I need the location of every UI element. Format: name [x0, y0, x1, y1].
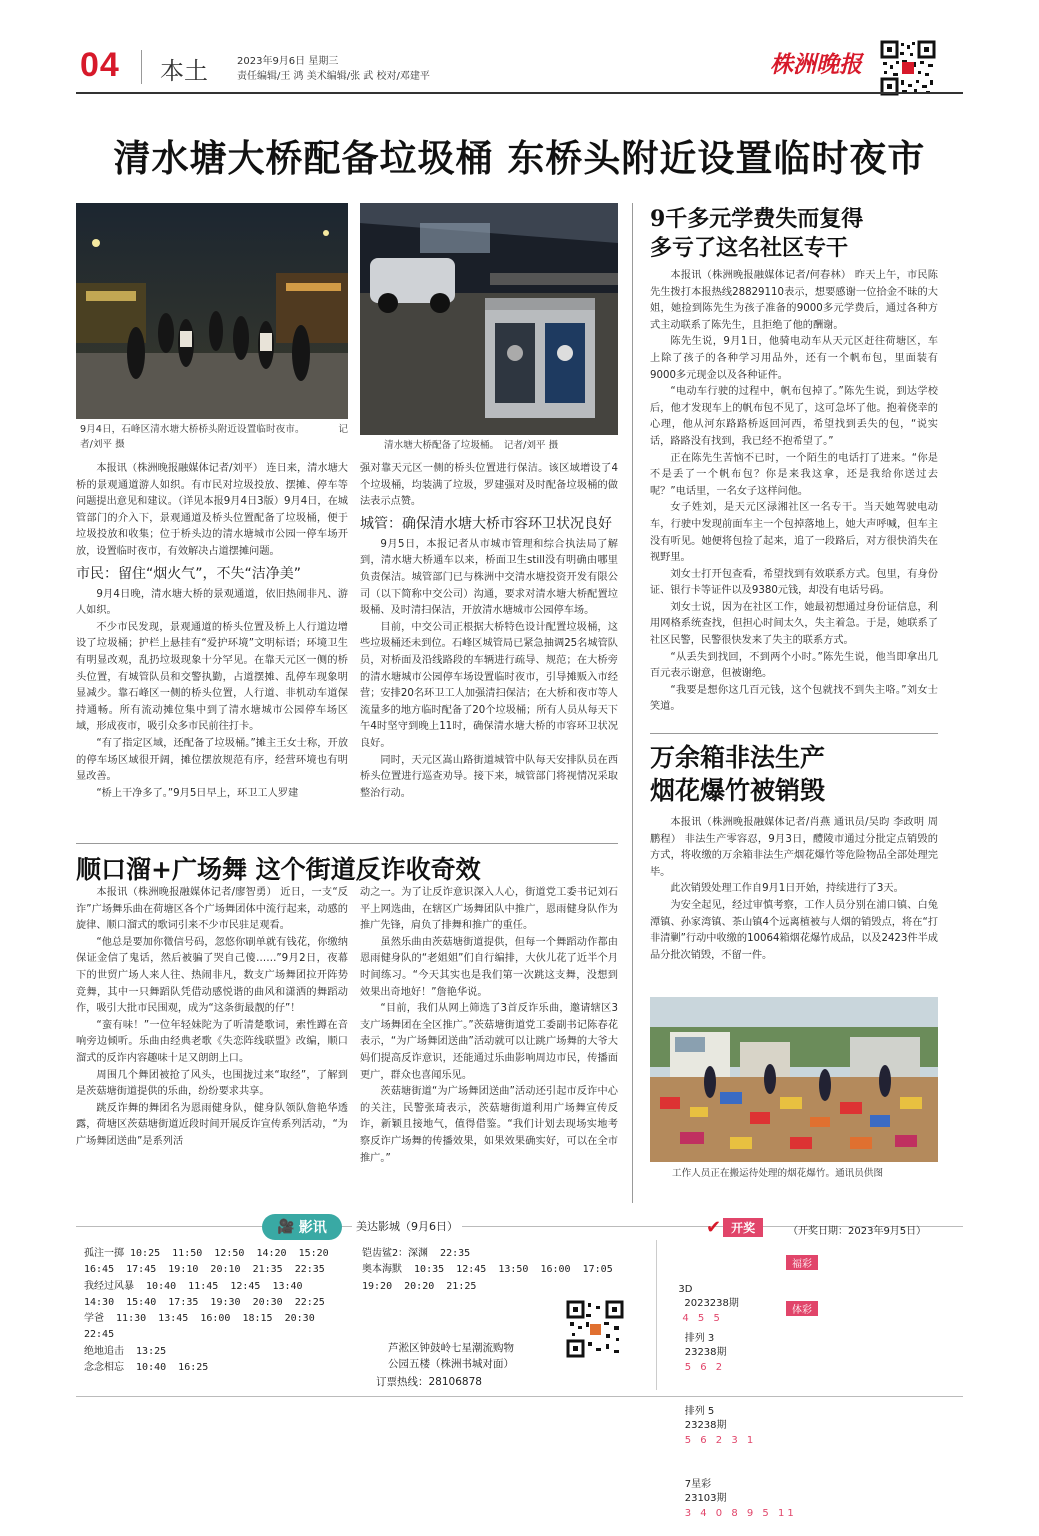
cinema-badge-label: 影讯: [298, 1220, 327, 1236]
paragraph: 此次销毁处理工作自9月1日开始，持续进行了3天。: [670, 883, 904, 895]
cinema-schedule-right: [362, 1246, 652, 1295]
fireworks-destruction-photo: [650, 997, 938, 1162]
editors-line: 责任编辑/王 鸿 美术编辑/张 武 校对/邓建平: [237, 71, 430, 82]
paragraph: “目前，我们从网上筛选了3首反诈乐曲，邀请辖区3支广场舞团在全区推广。”茨菇塘街道党工委副书记陈春花表示，“为广场舞团送曲”活动就可以让跳广场舞的大爷大妈们提高反诈意识，还能通过乐曲影响周边市民，传播面更广，群众也喜闻乐见。: [360, 1003, 618, 1081]
lottery-badge-label: 开奖: [723, 1218, 763, 1237]
paragraph: “蛮有味！”一位年轻妹陀为了听清楚歌词，索性蹲在音响旁边倾听。乐曲由经典老歌《失恋阵线联盟》改编，顺口溜式的反诈内容趣味十足又朗朗上口。: [76, 1019, 348, 1064]
schedule-row: 学爸 11:30 13:45 16:00 18:15 20:30: [84, 1313, 315, 1325]
ticai-rows: [672, 1317, 797, 1536]
fireworks-caption: 工作人员正在搬运待处理的烟花爆竹。通讯员供图: [672, 1168, 884, 1179]
ticai-label: 体彩: [786, 1301, 818, 1316]
cinema-badge: [262, 1214, 342, 1240]
lottery-period: 23238期: [684, 1420, 727, 1432]
lottery-name: 排列 5: [684, 1405, 715, 1417]
cinema-address: 芦淞区钟鼓岭七星潮流购物 公园五楼（株洲书城对面）: [388, 1342, 514, 1370]
cinema-qr-code: [566, 1300, 624, 1358]
paragraph: 女子姓刘，是天元区渌湘社区一名专干。当天她驾驶电动车，行驶中发现前面车主一个包掉落地上，她大声呼喊，但车主没有听见。她便将包捡了起来，追了一段路后，对方很快消失在视野里。: [650, 502, 938, 564]
paragraph: “有了指定区域，还配备了垃圾桶。”摊主王女士称，开放的停车场区域很开阔，摊位摆放规范有序，经营环境也有明显改善。: [76, 737, 348, 783]
schedule-row: 16:45 17:45 19:10 20:10 21:35 22:35: [84, 1264, 325, 1276]
right-column-divider: [650, 733, 938, 734]
lottery-row: [672, 1317, 797, 1390]
section-name: 本土: [160, 57, 208, 85]
schedule-row: 铠齿鲨2：深渊 22:35: [362, 1248, 471, 1259]
page-bottom-rule: [76, 1396, 963, 1397]
lottery-date: （开奖日期：2023年9月5日）: [788, 1226, 927, 1237]
schedule-row: 19:20 20:20 21:25: [362, 1280, 477, 1292]
subhead-urban-management: 城管：确保清水塘大桥市容环卫状况良好: [360, 515, 612, 532]
header-qr-code: [880, 40, 936, 96]
paragraph: 跳反诈舞的舞团名为恩雨健身队，健身队领队詹艳华透露，荷塘区茨菇塘街道近段时间开展反诈宣传系列活动，“为广场舞团送曲”是系列活: [76, 1102, 348, 1147]
main-headline: 清水塘大桥配备垃圾桶 东桥头附近设置临时夜市: [113, 136, 926, 180]
lottery-period: 2023238期: [684, 1298, 739, 1310]
paragraph: 9月4日晚，清水塘大桥的景观通道，依旧热闹非凡、游人如织。: [76, 588, 348, 617]
lottery-row: [672, 1390, 797, 1463]
paragraph: 为安全起见，经过审慎考察，工作人员分别在浦口镇、白兔潭镇、孙家湾镇、茶山镇4个远离植被与人烟的销毁点，将在“打非清剿”行动中收缴的10064箱烟花爆竹成品，以及2423件半成品分批次销毁，不留一件。: [650, 899, 938, 961]
paragraph: 9月5日，本报记者从市城市管理和综合执法局了解到，清水塘大桥通车以来，桥面卫生still没有明确由哪里负责保洁。城管部门已与株洲中交清水塘投资开发有限公司（以下简称中交公司）沟通，要求对清水塘大桥配置垃圾桶、及时清扫保洁，开放清水塘城市公园停车场。: [360, 538, 618, 617]
schedule-row: 奥本海默 10:35 12:45 13:50 16:00 17:05: [362, 1264, 613, 1276]
checkmark-icon: ✔: [706, 1216, 722, 1238]
paragraph: 周围几个舞团被抢了风头，也围拢过来“取经”，了解到是茨菇塘街道提供的乐曲，纷纷要求共享。: [76, 1069, 348, 1098]
logo-text: 株洲晚报: [770, 51, 862, 78]
schedule-row: 绝地追击 13:25: [84, 1345, 167, 1357]
trash-bin-photo: [360, 203, 618, 435]
newspaper-logo: [770, 46, 872, 76]
schedule-row: 14:30 15:40 17:35 19:30 20:30 22:25: [84, 1296, 325, 1308]
lottery-name: 7星彩: [684, 1478, 712, 1490]
lottery-period: 23238期: [684, 1347, 727, 1359]
article1-col2: [360, 461, 618, 802]
lottery-numbers: 3 4 0 8 9 5 11: [684, 1507, 797, 1519]
night-market-caption: 9月4日，石峰区清水塘大桥桥头附近设置临时夜市。 记者/刘平 摄: [80, 424, 348, 450]
article4-col1: [76, 885, 348, 1151]
paragraph: 刘女士说，因为在社区工作，她最初想通过身份证信息，利用网格系统查找，但担心时间太久，失主着急。于是，她联系了社区民警，民警很快发来了失主的联系方式。: [650, 601, 938, 647]
page-number: 04: [80, 46, 120, 84]
article2-headline: 9千多元学费失而复得 多亏了这名社区专干: [650, 206, 864, 261]
lottery-badge: [706, 1217, 763, 1237]
paragraph: “从丢失到找回，不到两个小时。”陈先生说，他当即拿出几百元表示谢意，但被谢绝。: [650, 651, 938, 680]
lottery-name: 3D: [678, 1283, 693, 1295]
article2-body: [650, 268, 938, 716]
paragraph: 虽然乐曲由茨菇塘街道提供，但每一个舞蹈动作都由恩雨健身队的“老姐姐”们自行编排，大伙儿花了近半个月时间练习。“今天其实也是我们第一次跳这支舞，没想到效果出奇地好！”詹艳华说。: [360, 936, 618, 998]
night-market-photo: [76, 203, 348, 419]
schedule-row: 念念相忘 10:40 16:25: [84, 1362, 209, 1374]
schedule-row: 孤注一掷 10:25 11:50 12:50 14:20 15:20: [84, 1248, 329, 1259]
listings-divider: [656, 1240, 657, 1390]
lottery-numbers: 5 6 2: [684, 1361, 726, 1373]
article4-top-rule: [76, 843, 618, 844]
trash-bin-caption: 清水塘大桥配备了垃圾桶。 记者/刘平 摄: [384, 440, 559, 451]
paragraph: “他总是要加你微信号码，忽悠你刷单就有钱花，你缴纳保证金信了鬼话，然后被骗了哭自己傻……”9月2日，夜幕下的世贸广场人来人往、热闹非凡，数支广场舞团拉开阵势竞舞，其中一只舞蹈队凭借动感悦谐的曲风和潇洒的舞蹈动作，吸引大批市民围观，成为“这条街最靓的仔”！: [76, 936, 348, 1015]
schedule-row: 22:45: [84, 1329, 115, 1341]
paragraph: 同时，天元区嵩山路街道城管中队每天安排队员在西桥头位置进行巡查劝导。接下来，城管部门将视情况采取整治行动。: [360, 754, 618, 799]
paragraph: 陈先生说，9月1日，他骑电动车从天元区赶往荷塘区，车上除了孩子的各种学习用品外，还有一个帆布包，里面装有9000多元现金以及各种证件。: [650, 336, 938, 381]
article4-col2: [360, 885, 618, 1167]
cinema-title: 美达影城（9月6日）: [352, 1218, 462, 1234]
fucai-label: 福彩: [786, 1255, 818, 1270]
schedule-row: 我经过风暴 10:40 11:45 12:45 13:40: [84, 1280, 303, 1292]
paragraph: 茨菇塘街道“为广场舞团送曲”活动还引起市反诈中心的关注，民警张琦表示，茨菇塘街道利用广场舞宣传反诈，新颖且接地气，值得借鉴。“我们计划去现场实地考察反诈广场舞的传播效果，如果效果确实好，可以在全市推广。”: [360, 1086, 618, 1164]
cinema-hotline: 订票热线：28106878: [376, 1376, 482, 1388]
paragraph: 本报讯（株洲晚报融媒体记者/廖智勇） 近日，一支“反诈”广场舞乐曲在荷塘区各个广场舞团体中流行起来，动感的旋律、顺口溜式的歌词引来不少市民驻足观看。: [76, 887, 348, 932]
lottery-name: 排列 3: [684, 1332, 715, 1344]
paragraph: “电动车行驶的过程中，帆布包掉了。”陈先生说，到达学校后，他才发现车上的帆布包不见了，这可急坏了他。抱着侥幸的心理，他从河东路路桥返回河西，希望找到丢失的包，“说实话，路路没有找到，我已经不抱希望了。”: [650, 386, 938, 447]
paragraph: “桥上干净多了。”9月5日早上，环卫工人罗建: [96, 787, 299, 799]
paragraph: 动之一。为了让反诈意识深入人心，街道党工委书记刘石平上网选曲，在辖区广场舞团队中推广，恩雨健身队作为推广先锋，肩负了排舞和推广的重任。: [360, 887, 618, 932]
lottery-period: 23103期: [684, 1493, 727, 1505]
lottery-numbers: 5 6 2 3 1: [684, 1434, 757, 1446]
paragraph: 正在陈先生苦恼不已时，一个陌生的电话打了进来。“你是不是丢了一个帆布包？你是来我这拿，还是我给你送过去呢？”电话里，一名女子这样问他。: [650, 452, 938, 497]
article3-body: [650, 815, 938, 964]
article4-headline: 顺口溜+广场舞 这个街道反诈收奇效: [76, 855, 481, 884]
paragraph: 目前，中交公司正根据大桥特色设计配置垃圾桶，这些垃圾桶还未到位。石峰区城管局已紧急抽调25名城管队员，对桥面及沿线路段的车辆进行疏导、规范；在大桥旁的清水塘城市公园停车场设置临时夜市，引导摊贩入市经营；安排20名环卫工人加强清扫保洁；在大桥和夜市等人流量多的地方临时配备了20个垃圾桶；所有人员从每天下午4时坚守到晚上11时，确保清水塘大桥的市容环卫状况良好。: [360, 621, 618, 749]
paragraph: 不少市民发现，景观通道的桥头位置及桥上人行道边增设了垃圾桶；护栏上悬挂有“爱护环境”文明标语；环境卫生有明显改观，乱扔垃圾现象十分罕见。在靠天元区一侧的桥头位置，有城管队员和交警执勤，占道摆摊、乱停车现象明显减少。靠石峰区一侧的桥头位置，人行道、非机动车道保持通畅。所有流动摊位集中到了清水塘城市公园停车场区域，形成夜市，吸引众多市民前往打卡。: [76, 621, 348, 733]
header-divider: [141, 50, 142, 84]
column-divider: [632, 203, 633, 1203]
subhead-citizens: 市民：留住“烟火气”，不失“洁净美”: [76, 565, 302, 582]
article3-headline: 万余箱非法生产 烟花爆竹被销毁: [650, 743, 826, 805]
paragraph: 本报讯（株洲晚报融媒体记者/何春林） 昨天上午，市民陈先生拨打本报热线28829110表示，想要感谢一位拾金不昧的大姐，她捡到陈先生为孩子准备的9000多元学费后，通过各种方式主动联系了陈先生，且拒绝了他的酬谢。: [650, 270, 938, 331]
paragraph: 强对靠天元区一侧的桥头位置进行保洁。该区域增设了4个垃圾桶，均装满了垃圾，罗建强对及时配备垃圾桶的做法表示点赞。: [360, 463, 618, 508]
film-icon: 🎥: [277, 1219, 295, 1235]
header-rule: [76, 92, 963, 94]
paragraph: 本报讯（株洲晚报融媒体记者/肖燕 通讯员/吴昀 李政明 周鹏程） 非法生产零容忍，9月3日，醴陵市通过分批定点销毁的方式，将收缴的万余箱非法生产烟花爆竹等危险物品全部处理完毕。: [650, 817, 938, 878]
paragraph: “我要是想你这几百元钱，这个包就找不到失主咯。”刘女士笑道。: [650, 684, 938, 713]
paragraph: 本报讯（株洲晚报融媒体记者/刘平） 连日来，清水塘大桥的景观通道游人如织。有市民对垃圾投放、摆摊、停车等问题提出意见和建议。（详见本报9月4日3版）9月4日，在城管部门的介入下，景观通道及桥头位置配备了垃圾桶，便于垃圾投放和收集；位于桥头边的清水塘城市公园一停车场开放，设置临时夜市，有效解决占道摆摊问题。: [76, 463, 348, 557]
lottery-numbers: 4 5 5: [682, 1312, 723, 1324]
article1-col1: [76, 461, 348, 802]
cinema-schedule-left: [84, 1246, 364, 1376]
paragraph: 刘女士打开包查看，希望找到有效联系方式。包里，有身份证、银行卡等证件以及9380元钱，却没有电话号码。: [650, 568, 938, 597]
lottery-row: [672, 1463, 797, 1536]
date-line: 2023年9月6日 星期三: [237, 56, 339, 67]
